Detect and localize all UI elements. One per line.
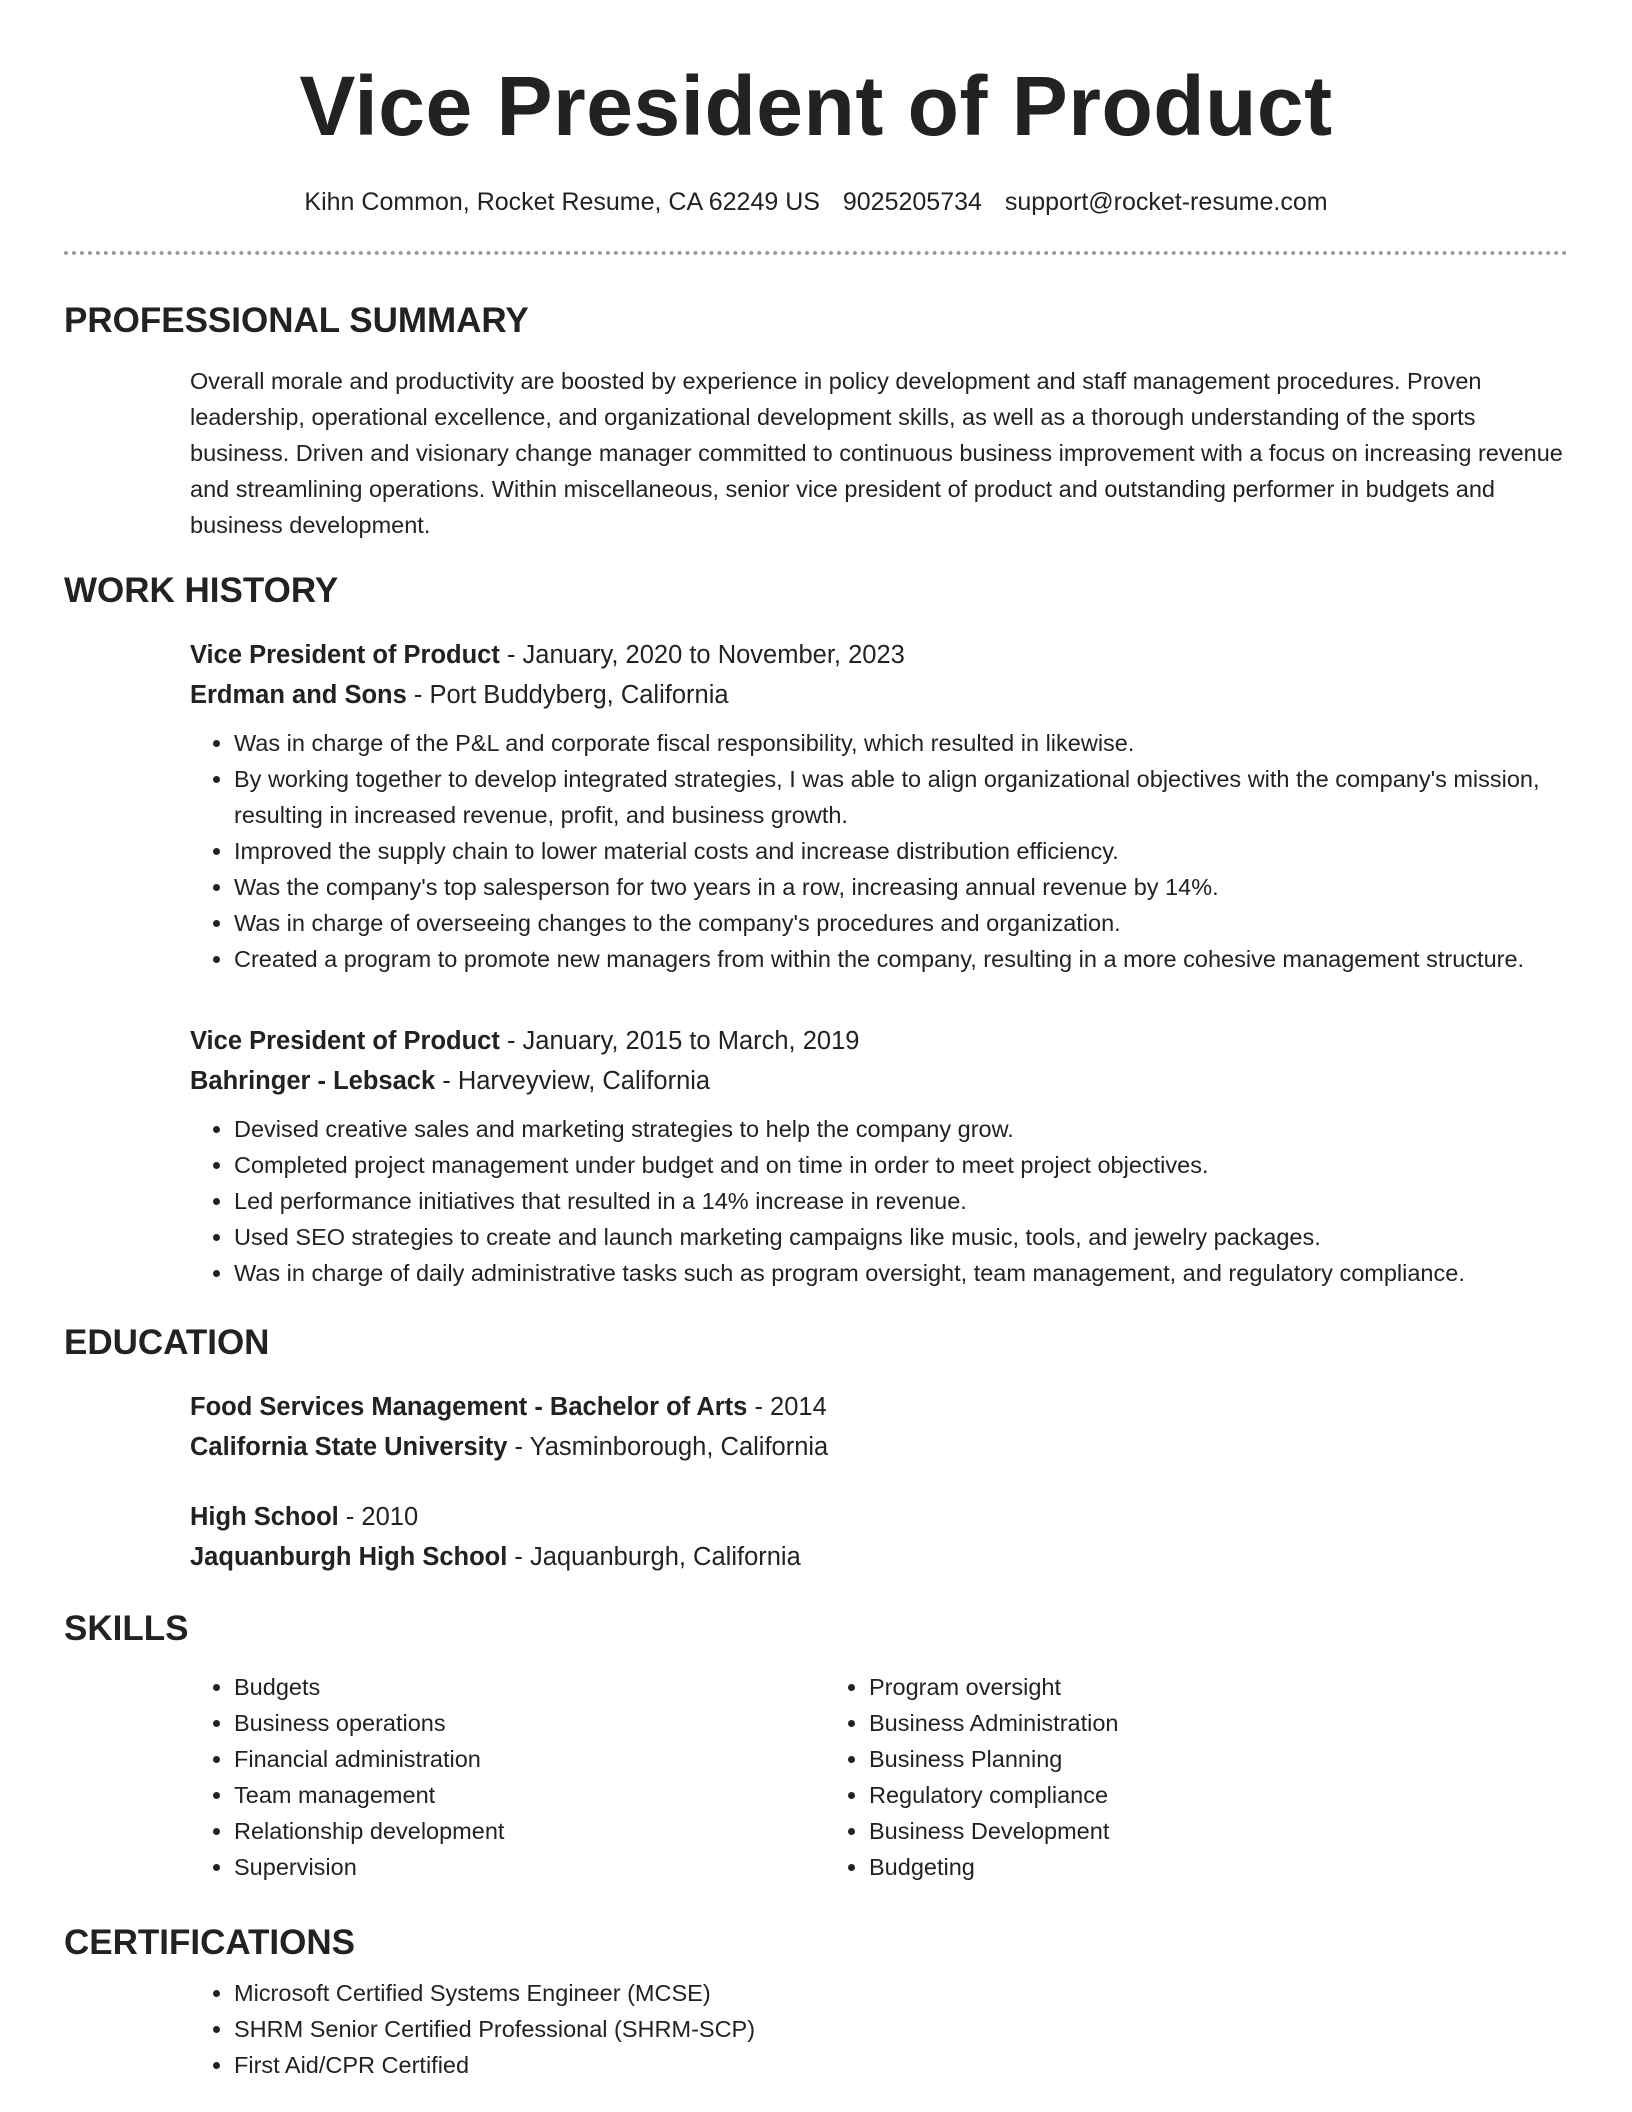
list-item: • Was in charge of the P&L and corporate fiscal responsibility, which resulted in likewise. — [234, 725, 1568, 761]
skills-list-left — [190, 1669, 825, 1885]
section-title-skills: SKILLS — [64, 1609, 189, 1648]
list-item: • Led performance initiatives that resulted in a 14% increase in revenue. — [234, 1183, 1568, 1219]
list-item: • Business Administration — [869, 1705, 1460, 1741]
contact-email: support@rocket-resume.com — [1004, 188, 1328, 216]
resume-page — [64, 0, 1568, 2112]
list-item: • Regulatory compliance — [869, 1777, 1460, 1813]
list-item: • Supervision — [234, 1849, 825, 1885]
resume-header — [64, 0, 1568, 218]
education-year: - 2010 — [338, 1503, 419, 1531]
summary-text: Overall morale and productivity are boosted by experience in policy development and staff management procedures. Proven leadership, operational excellence, and organizational development skills, as well as a thorough understanding of the sports business. Driven and visionary change manager committed to continuous business improvement with a focus on increasing revenue and streamlining operations. Within miscellaneous, senior vice president of product and outstanding performer in budgets and business development. — [190, 368, 1563, 538]
education-school-line — [190, 1537, 1568, 1577]
job-entry — [190, 635, 1568, 977]
job-company-line — [190, 1061, 1568, 1101]
education-school: Jaquanburgh High School — [190, 1543, 508, 1571]
list-item: • Completed project management under budget and on time in order to meet project objectives. — [234, 1147, 1568, 1183]
education-school-line — [190, 1427, 1568, 1467]
job-title-line — [190, 1021, 1568, 1061]
skills-columns — [190, 1669, 1568, 1885]
section-title-work-history: WORK HISTORY — [64, 571, 339, 610]
education-degree-line — [190, 1387, 1568, 1427]
section-title-certifications: CERTIFICATIONS — [64, 1923, 356, 1962]
list-item: • Improved the supply chain to lower material costs and increase distribution efficiency. — [234, 833, 1568, 869]
education-degree: Food Services Management - Bachelor of Arts — [190, 1393, 748, 1421]
page-title: Vice President of Product — [299, 59, 1333, 153]
job-dates: - January, 2020 to November, 2023 — [499, 641, 905, 669]
section-title-education: EDUCATION — [64, 1323, 270, 1362]
list-item: • Was the company's top salesperson for two years in a row, increasing annual revenue by 14%. — [234, 869, 1568, 905]
section-title-summary: PROFESSIONAL SUMMARY — [64, 301, 529, 340]
education-degree: High School — [190, 1503, 339, 1531]
skills-section — [190, 1669, 1568, 1885]
job-location: - Harveyview, California — [435, 1067, 711, 1095]
header-divider — [64, 251, 1568, 255]
list-item: • Budgets — [234, 1669, 825, 1705]
contact-line — [64, 186, 1568, 218]
contact-phone: 9025205734 — [842, 188, 982, 216]
list-item: • Team management — [234, 1777, 825, 1813]
list-item: • Program oversight — [869, 1669, 1460, 1705]
education-school: California State University — [190, 1433, 508, 1461]
education-degree-line — [190, 1497, 1568, 1537]
list-item: • Was in charge of overseeing changes to the company's procedures and organization. — [234, 905, 1568, 941]
job-role: Vice President of Product — [190, 1027, 500, 1055]
list-item: • Business operations — [234, 1705, 825, 1741]
job-bullet-list — [190, 725, 1568, 977]
list-item: • First Aid/CPR Certified — [234, 2047, 1568, 2083]
summary-section — [190, 363, 1568, 543]
list-item: • By working together to develop integrated strategies, I was able to align organizational objectives with the company's mission, resulting in increased revenue, profit, and business growth. — [234, 761, 1568, 833]
education-location: - Yasminborough, California — [507, 1433, 829, 1461]
list-item: • Used SEO strategies to create and launch marketing campaigns like music, tools, and jewelry packages. — [234, 1219, 1568, 1255]
certifications-list — [190, 1975, 1568, 2083]
job-dates: - January, 2015 to March, 2019 — [499, 1027, 860, 1055]
work-history-section — [190, 635, 1568, 1291]
education-location: - Jaquanburgh, California — [507, 1543, 801, 1571]
certifications-section — [190, 1975, 1568, 2083]
list-item: • Financial administration — [234, 1741, 825, 1777]
list-item: • Relationship development — [234, 1813, 825, 1849]
education-entry — [190, 1497, 1568, 1577]
list-item: • Budgeting — [869, 1849, 1460, 1885]
job-company: Bahringer - Lebsack — [190, 1067, 436, 1095]
education-year: - 2014 — [747, 1393, 827, 1421]
list-item: • Microsoft Certified Systems Engineer (MCSE) — [234, 1975, 1568, 2011]
education-entry — [190, 1387, 1568, 1467]
job-company-line — [190, 675, 1568, 715]
contact-address: Kihn Common, Rocket Resume, CA 62249 US — [304, 188, 820, 216]
job-company: Erdman and Sons — [190, 681, 407, 709]
list-item: • Business Development — [869, 1813, 1460, 1849]
job-location: - Port Buddyberg, California — [406, 681, 729, 709]
education-section — [190, 1387, 1568, 1577]
job-bullet-list — [190, 1111, 1568, 1291]
job-role: Vice President of Product — [190, 641, 500, 669]
list-item: • Created a program to promote new managers from within the company, resulting in a more cohesive management structure. — [234, 941, 1568, 977]
job-entry — [190, 1021, 1568, 1291]
list-item: • Was in charge of daily administrative tasks such as program oversight, team management, and regulatory compliance. — [234, 1255, 1568, 1291]
skills-list-right — [825, 1669, 1460, 1885]
list-item: • Business Planning — [869, 1741, 1460, 1777]
list-item: • Devised creative sales and marketing strategies to help the company grow. — [234, 1111, 1568, 1147]
job-title-line — [190, 635, 1568, 675]
list-item: • SHRM Senior Certified Professional (SHRM-SCP) — [234, 2011, 1568, 2047]
